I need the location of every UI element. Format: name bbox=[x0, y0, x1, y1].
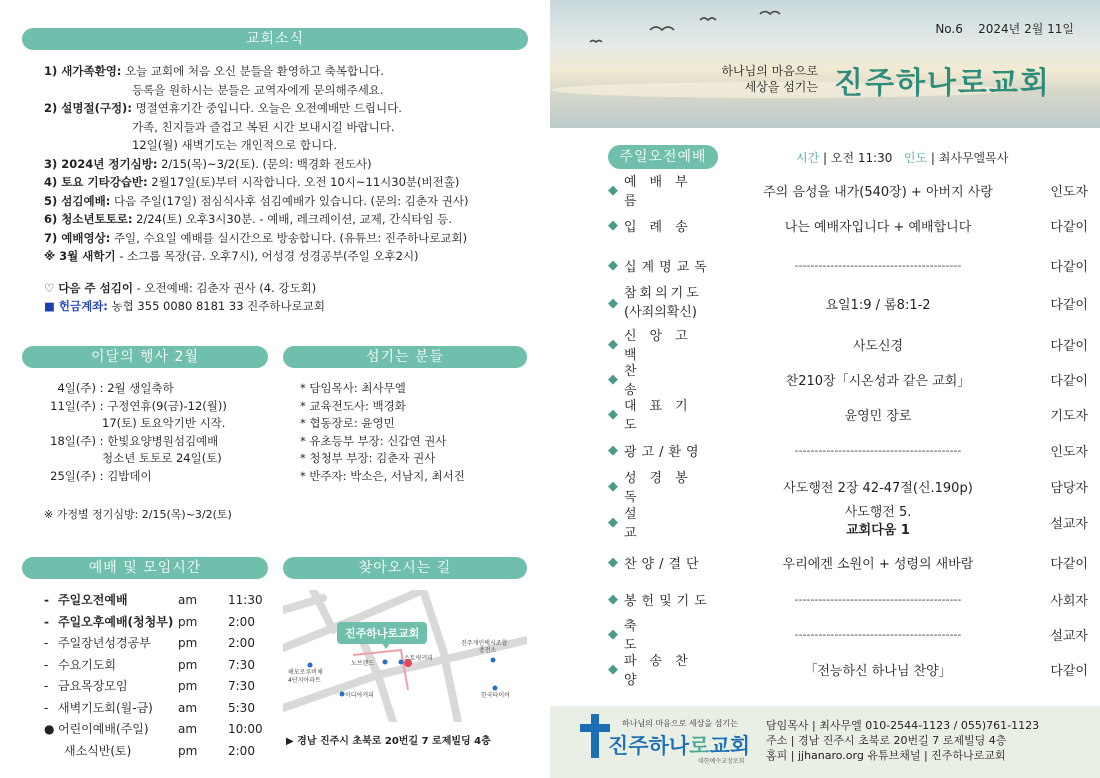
order-name: 봉헌및기도 bbox=[624, 593, 712, 609]
order-content: 주의 음성을 내가(540장) + 아버지 사랑 bbox=[763, 184, 993, 200]
order-name: 참회의기도 (사죄의확신) bbox=[624, 286, 702, 320]
map-church-label: 진주하나로교회 bbox=[337, 622, 427, 644]
issue-info: No.6 2024년 2월 11일 bbox=[935, 22, 1074, 36]
order-row bbox=[608, 172, 1088, 208]
logo-sub: 대한예수교장로회 bbox=[698, 758, 745, 765]
svg-text:한국타이어: 한국타이어 bbox=[481, 692, 510, 699]
order-content: 나는 예배자입니다 + 예배합니다 bbox=[784, 219, 972, 235]
order-row bbox=[608, 285, 1088, 321]
order-row bbox=[608, 651, 1088, 687]
svg-text:4단지아파트: 4단지아파트 bbox=[288, 677, 321, 684]
list-item: 11일(주) : 구정연휴(9(금)-12(월)) bbox=[50, 398, 227, 413]
order-row bbox=[608, 504, 1088, 540]
header-banner bbox=[550, 0, 1100, 128]
order-row bbox=[608, 432, 1088, 468]
church-address: ▶ 경남 진주시 초북로 20번길 7 로제빌딩 4층 bbox=[286, 736, 491, 747]
events-title: 이달의 행사 2월 bbox=[22, 346, 268, 368]
order-name: 축도 bbox=[624, 619, 677, 653]
times-list bbox=[44, 590, 263, 762]
notice-section: 1) 새가족환영: 오늘 교회에 처음 오신 분들을 환영하고 축복합니다. 등록을 원하시는 분들은 교역자에게 문의해주세요. 2) 설명절(구정): 명절연휴기간 중입니다. 오늘은 오전예배만 드립니다. 가족, 친지들과 즐겁고 복된 시간 보내시길 바랍니다. 12일(월) 새벽기도는 개인적으로 합니다. 3) 2024년 정기심방: 2/15(목)~3/2(토). (문의: 백경화 전도사) 4) 토요 기타강습반: 2월17일(토)부터 시작합니다. 오전 10시~11시30분(비전홀) 5) 섬김예배: 다음 주일(17일) 점심식사후 섬김예배가 있습니다. (문의: 김춘자 권사) 6) 청소년토토로: 2/24(토) 오후3시30분. - 예배, 레크레이션, 교제, 간식타임 등. 7) 예배영상: 주일, 수요일 예배를 실시간으로 방송합니다. (유튜브: 진주하나로교회) ※ 3월 새학기 - 소그룹 목장(금. 오후7시), 어성경 성경공부(주일 오후2시) ♡ 다음 주 섬김이 - 오전예배: 김춘자 권사 (4. 강도회) ■ 헌금계좌: 농협 355 0080 8181 33 진주하나로교회 bbox=[44, 62, 534, 316]
order-role: 다같이 bbox=[1050, 338, 1088, 354]
diamond-icon: ◆ bbox=[608, 626, 618, 642]
order-name: 신앙고백 bbox=[624, 329, 701, 363]
staff-title: 섬기는 분들 bbox=[283, 346, 527, 368]
order-role: 다같이 bbox=[1050, 663, 1088, 679]
diamond-icon: ◆ bbox=[608, 406, 618, 422]
service-title: 주일오전예배 bbox=[608, 145, 718, 169]
order-name: 예배부름 bbox=[624, 175, 701, 209]
list-item: * 청청부 부장: 김춘자 권사 bbox=[300, 451, 436, 465]
list-item: - 수요기도회 pm 7:30 bbox=[44, 657, 255, 672]
notice-item: 4) 토요 기타강습반: 2월17일(토)부터 시작합니다. 오전 10시~11시30분(비전홀) bbox=[44, 175, 460, 189]
order-content: 찬210장「시온성과 같은 교회」 bbox=[785, 373, 971, 389]
list-item: * 교육전도사: 백경화 bbox=[300, 398, 406, 413]
order-row bbox=[608, 616, 1088, 652]
order-row bbox=[608, 207, 1088, 243]
diamond-icon: ◆ bbox=[608, 336, 618, 352]
diamond-icon: ◆ bbox=[608, 257, 618, 273]
next-server: ♡ 다음 주 섬김이 - 오전예배: 김춘자 권사 (4. 강도회) bbox=[44, 280, 317, 295]
order-row bbox=[608, 581, 1088, 617]
order-name: 성경봉독 bbox=[624, 471, 701, 505]
order-name: 파송찬양 bbox=[624, 654, 701, 688]
list-item: * 담임목사: 최사무엘 bbox=[300, 381, 406, 395]
list-item: * 협동장로: 윤영민 bbox=[300, 416, 395, 430]
list-item: * 반주자: 박소은, 서남지, 최서진 bbox=[300, 468, 465, 483]
order-name: 광고/환영 bbox=[624, 444, 704, 460]
order-role: 담당자 bbox=[1050, 480, 1088, 496]
diamond-icon: ◆ bbox=[608, 295, 618, 311]
diamond-icon: ◆ bbox=[608, 217, 618, 233]
church-name: 진주하나로교회 bbox=[834, 66, 1051, 101]
order-role: 사회자 bbox=[1050, 593, 1088, 609]
order-name: 찬송 bbox=[624, 364, 677, 398]
staff-list bbox=[300, 380, 465, 485]
order-content: ------------------------------------------ bbox=[794, 592, 962, 606]
order-role: 설교자 bbox=[1050, 516, 1088, 532]
order-row bbox=[608, 326, 1088, 362]
list-item: 18일(주) : 한빛요양병원섬김예배 bbox=[50, 433, 219, 448]
order-role: 다같이 bbox=[1050, 259, 1088, 275]
order-content: 사도신경 bbox=[852, 338, 904, 354]
order-role: 다같이 bbox=[1050, 373, 1088, 389]
order-role: 인도자 bbox=[1050, 444, 1088, 460]
order-content: 「전능하신 하나님 찬양」 bbox=[804, 663, 952, 679]
list-item: * 유초등부 부장: 신갑연 권사 bbox=[300, 433, 447, 448]
svg-text:해모로루비체: 해모로루비체 bbox=[288, 669, 323, 676]
order-row bbox=[608, 361, 1088, 397]
diamond-icon: ◆ bbox=[608, 442, 618, 458]
order-content: 윤영민 장로 bbox=[844, 408, 912, 424]
right-page bbox=[550, 0, 1100, 778]
contact-info: 담임목사 | 최사무엘 010-2544-1123 / 055)761-1123 주소 | 경남 진주시 초북로 20번길 7 로제빌딩 4층 홈피 | jjhanaro.org 유튜브채널 | 진주하나로교회 bbox=[766, 719, 1040, 762]
svg-text:스토릿커피: 스토릿커피 bbox=[404, 655, 433, 662]
list-item: - 주일장년성경공부 pm 2:00 bbox=[44, 636, 255, 650]
logo-tagline: 하나님의 마음으로 세상을 섬기는 bbox=[622, 719, 738, 728]
logo-name: 진주하나로교회 bbox=[608, 734, 751, 758]
service-info: 시간 | 오전 11:30 인도 | 최사무엘목사 bbox=[796, 151, 1009, 165]
notice-item: 7) 예배영상: 주일, 수요일 예배를 실시간으로 방송합니다. (유튜브: 진주하나로교회) bbox=[44, 230, 468, 245]
offering-account: ■ 헌금계좌: 농협 355 0080 8181 33 진주하나로교회 bbox=[44, 299, 325, 313]
order-row bbox=[608, 544, 1088, 580]
list-item: 4일(주) : 2월 생일축하 bbox=[57, 381, 174, 395]
diamond-icon: ◆ bbox=[608, 591, 618, 607]
notice-item: 5) 섬김예배: 다음 주일(17일) 점심식사후 섬김예배가 있습니다. (문의: 김춘자 권사) bbox=[44, 193, 469, 208]
svg-text:충전소: 충전소 bbox=[479, 647, 497, 654]
diamond-icon: ◆ bbox=[608, 514, 618, 530]
order-role: 다같이 bbox=[1050, 219, 1088, 235]
order-name: 십계명교독 bbox=[624, 259, 712, 275]
order-name: 대표기도 bbox=[624, 399, 701, 433]
order-content: ------------------------------------------ bbox=[794, 627, 962, 641]
notice-item: ※ 3월 새학기 - 소그룹 목장(금. 오후7시), 어성경 성경공부(주일 오후2시) bbox=[44, 249, 419, 263]
order-content: ------------------------------------------ bbox=[794, 258, 962, 272]
order-role: 다같이 bbox=[1050, 556, 1088, 572]
list-item: - 금요목장모임 pm 7:30 bbox=[44, 679, 255, 693]
diamond-icon: ◆ bbox=[608, 371, 618, 387]
list-item: - 주일오후예배(청청부) pm 2:00 bbox=[44, 614, 255, 629]
diamond-icon: ◆ bbox=[608, 478, 618, 494]
svg-text:노브랜드: 노브랜드 bbox=[351, 660, 375, 667]
map-pin-pointer bbox=[381, 642, 391, 649]
map-title: 찾아오시는 길 bbox=[283, 557, 527, 579]
notice-item: 2) 설명절(구정): 명절연휴기간 중입니다. 오늘은 오전예배만 드립니다. bbox=[44, 101, 402, 115]
order-role: 다같이 bbox=[1050, 297, 1088, 313]
svg-text:이디야커피: 이디야커피 bbox=[345, 692, 374, 699]
notice-item: 1) 새가족환영: 오늘 교회에 처음 오신 분들을 환영하고 축복합니다. bbox=[44, 64, 384, 78]
notice-title: 교회소식 bbox=[22, 28, 528, 50]
list-item: 25일(주) : 김밥데이 bbox=[50, 468, 152, 483]
svg-text:진주개인택시조합: 진주개인택시조합 bbox=[461, 640, 508, 647]
order-content: 요일1:9 / 롬8:1-2 bbox=[825, 297, 931, 313]
list-item: ● 어린이예배(주일) am 10:00 bbox=[44, 722, 263, 736]
order-content: ------------------------------------------ bbox=[794, 443, 962, 457]
order-role: 설교자 bbox=[1050, 628, 1088, 644]
list-item: 새소식반(토) pm 2:00 bbox=[64, 743, 255, 758]
events-list: 4일(주) : 2월 생일축하 11일(주) : 구정연휴(9(금)-12(월)) 17(토) 토요악기반 시작. 18일(주) : 한빛요양병원섬김예배 청소년 토토로 24일(토) 25일(주) : 김밥데이 ※ 가정별 정기심방: 2/15(목)~3/2(토) bbox=[44, 380, 232, 524]
notice-item: 3) 2024년 정기심방: 2/15(목)~3/2(토). (문의: 백경화 전도사) bbox=[44, 156, 372, 171]
list-item: - 새벽기도회(월-금) am 5:30 bbox=[44, 700, 255, 715]
order-name: 설교 bbox=[624, 507, 677, 541]
order-role: 인도자 bbox=[1050, 184, 1088, 200]
order-content: 사도행전 2장 42-47절(신.190p) bbox=[783, 480, 973, 496]
diamond-icon: ◆ bbox=[608, 554, 618, 570]
slogan: 하나님의 마음으로 세상을 섬기는 bbox=[721, 64, 818, 94]
location-map bbox=[283, 590, 527, 722]
notice-item: 6) 청소년토토로: 2/24(토) 오후3시30분. - 예배, 레크레이션, 교제, 간식타임 등. bbox=[44, 212, 453, 226]
order-content: 사도행전 5. 교회다움 1 bbox=[844, 505, 912, 538]
order-name: 입례송 bbox=[624, 219, 701, 235]
order-name: 찬양/결단 bbox=[624, 556, 704, 572]
order-content: 우리에겐 소원이 + 성령의 새바람 bbox=[782, 556, 974, 572]
diamond-icon: ◆ bbox=[608, 182, 618, 198]
times-title: 예배 및 모임시간 bbox=[22, 557, 268, 579]
diamond-icon: ◆ bbox=[608, 661, 618, 677]
map-roads bbox=[283, 590, 527, 722]
order-role: 기도자 bbox=[1050, 408, 1088, 424]
order-row bbox=[608, 396, 1088, 432]
list-item: - 주일오전예배 am 11:30 bbox=[44, 593, 263, 607]
visit-note: ※ 가정별 정기심방: 2/15(목)~3/2(토) bbox=[44, 508, 232, 521]
order-row bbox=[608, 247, 1088, 283]
footer bbox=[550, 706, 1100, 778]
order-row bbox=[608, 468, 1088, 504]
